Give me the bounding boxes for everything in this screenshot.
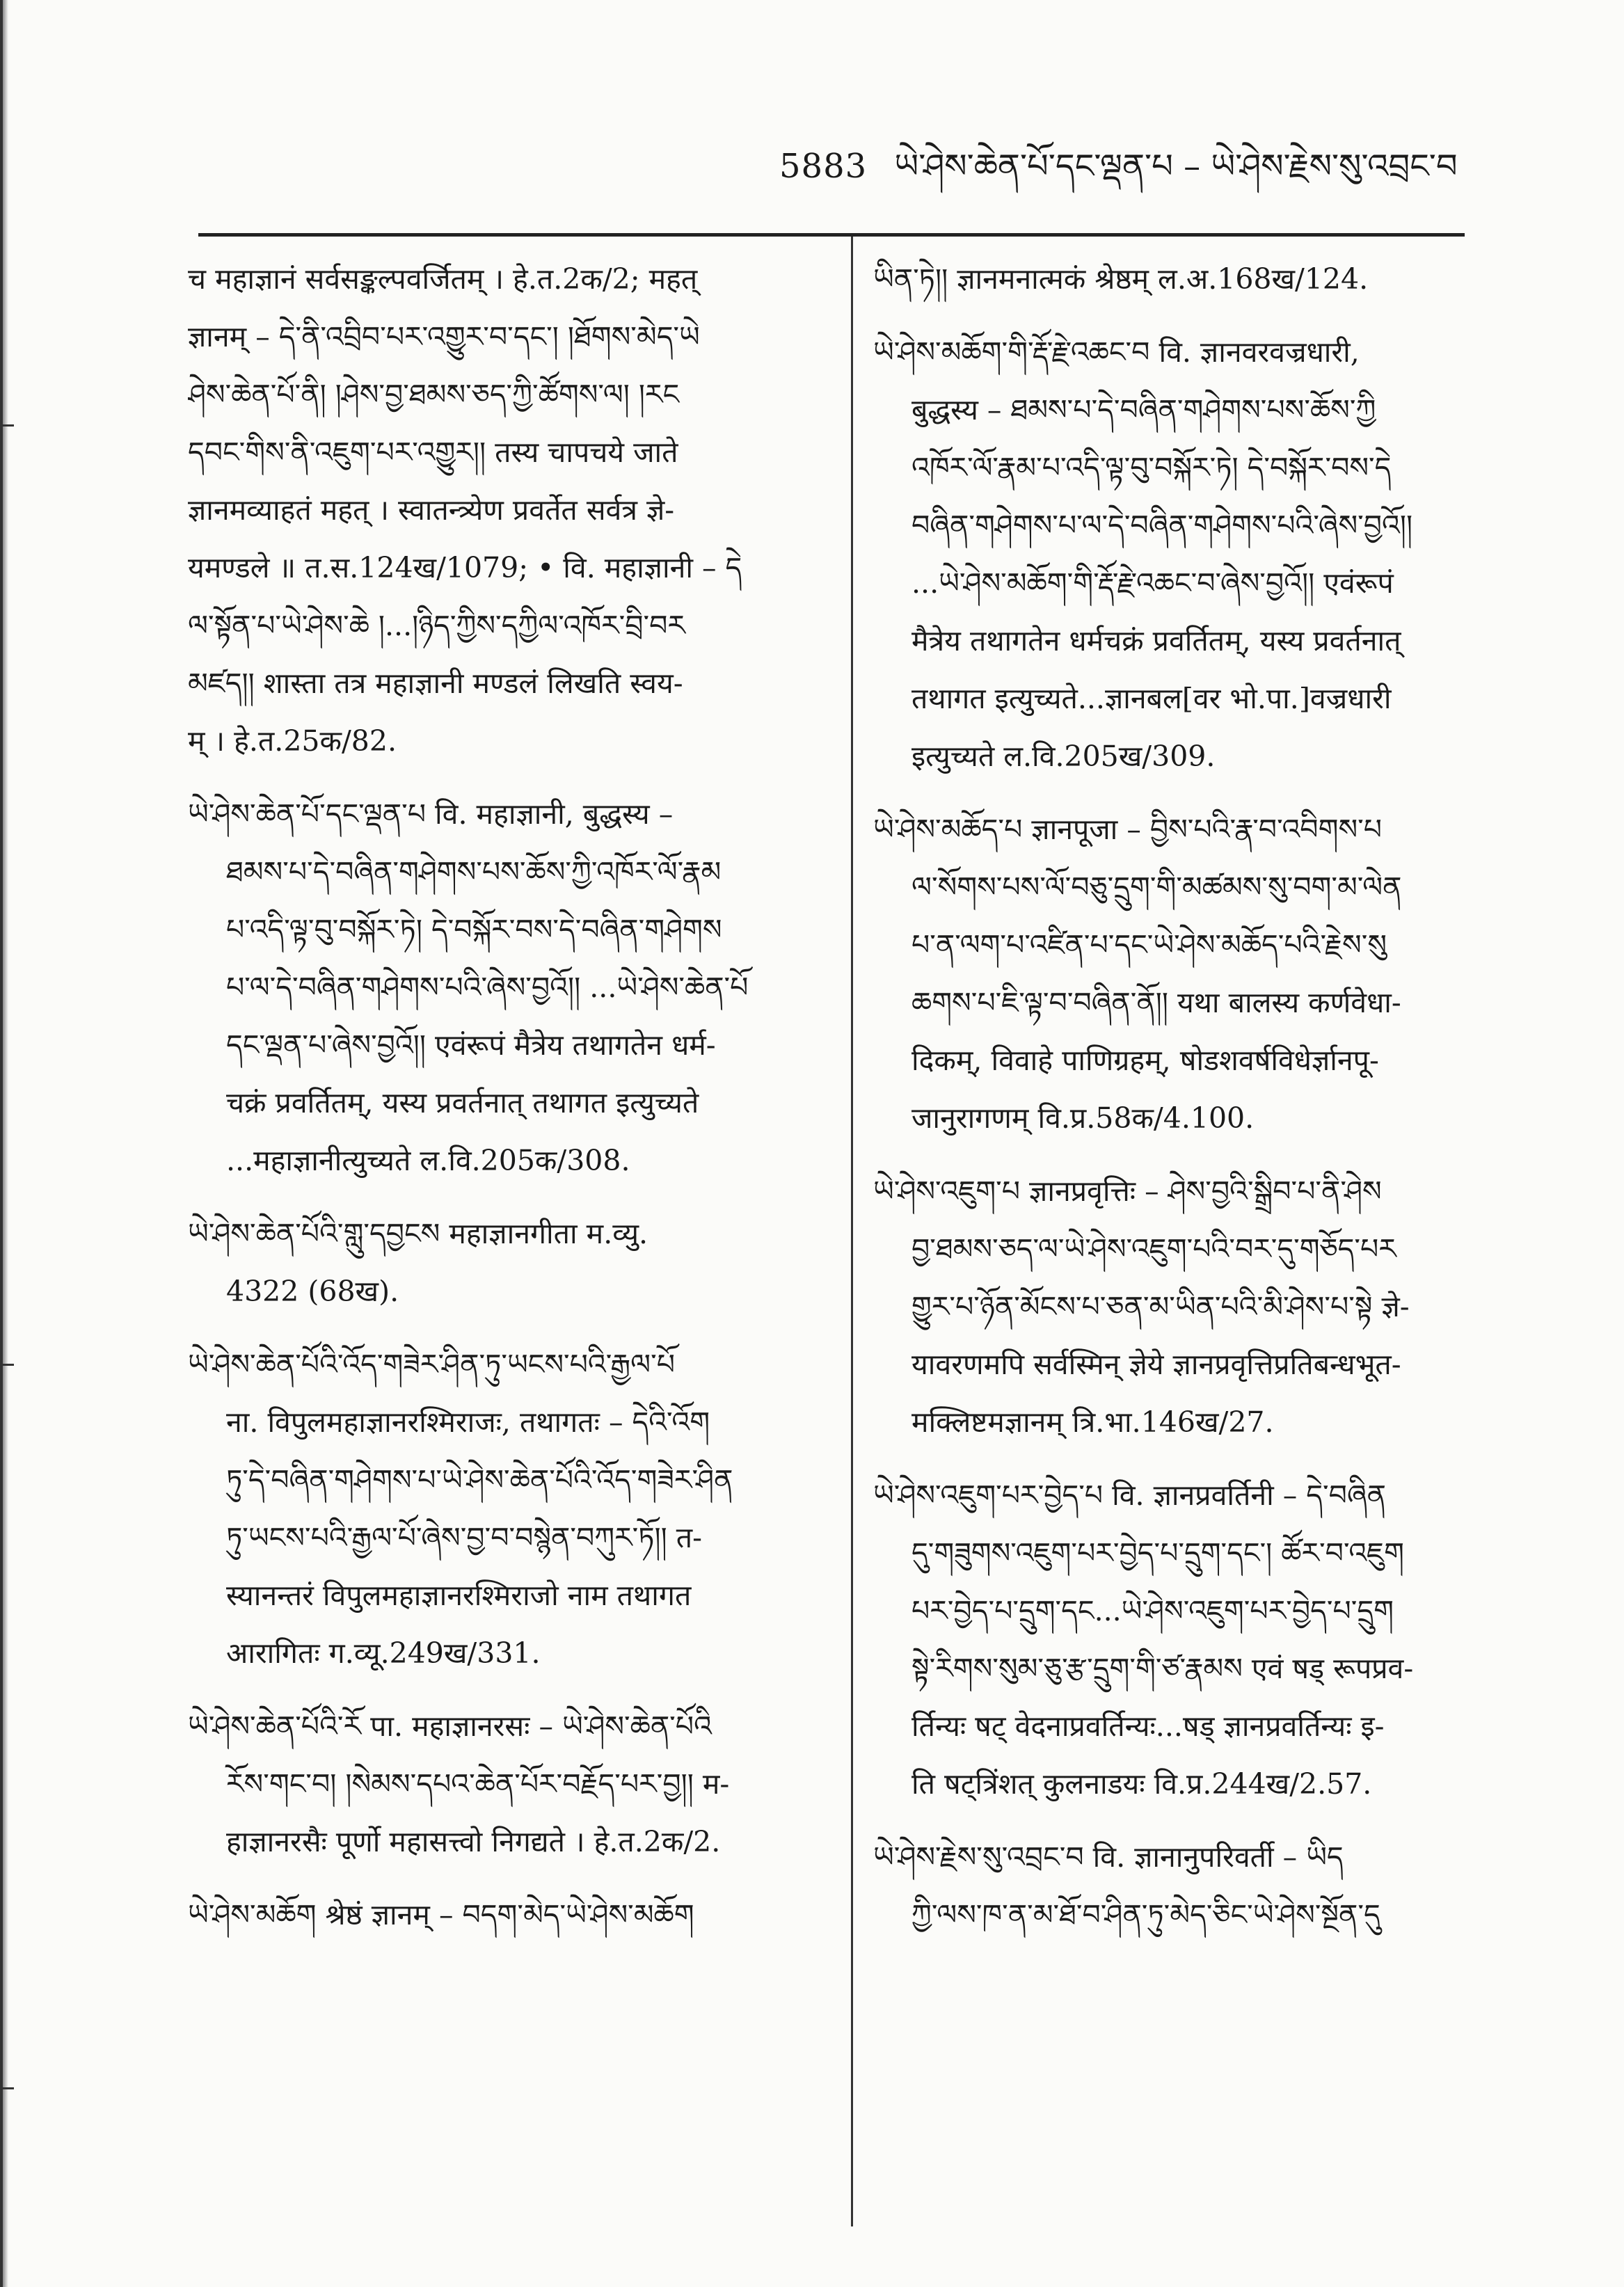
entry-line: ཡེ་ཤེས་ཆེན་པོའི་རོ पा. महाज्ञानरसः – ཡེ་ཤེས་ཆེན་པོའི xyxy=(188,1710,712,1743)
dictionary-entry xyxy=(873,801,1486,1147)
margin-mark xyxy=(0,424,14,427)
dictionary-entry xyxy=(873,1467,1486,1813)
dictionary-entry xyxy=(873,324,1486,786)
entry-line: ཡེ་ཤེས་འཇུག་པ ज्ञानप्रवृत्तिः – ཤེས་བྱའི་སྒྲིབ་པ་ནི་ཤེས xyxy=(873,1174,1382,1208)
entry-line: ...ཡེ་ཤེས་མཆོག་གི་རྡོ་རྗེ་འཆང་བ་ཞེས་བྱའོ།། एवंरूपं xyxy=(911,566,1394,600)
dictionary-entry xyxy=(188,1336,814,1682)
entry-line: དུ་གཟུགས་འཇུག་པར་བྱེད་པ་དྲུག་དང་། ཚོར་བ་འཇུག xyxy=(911,1536,1405,1570)
entry-line: ཡིན་ཏེ།། ज्ञानमनात्मकं श्रेष्ठम् ल.अ.168ख/124. xyxy=(873,262,1369,296)
header-rule xyxy=(198,233,1465,237)
entry-line: र्तिन्यः षट् वेदनाप्रवर्तिन्यः...षड् ज्ञानप्रवर्तिन्यः इ- xyxy=(911,1710,1385,1743)
page-number: 5883 xyxy=(779,147,868,186)
entry-line: ...महाज्ञानीत्युच्यते ल.वि.205क/308. xyxy=(226,1144,630,1177)
entry-line: म् । हे.त.25क/82. xyxy=(188,724,397,758)
entry-line: ཏུ་ཡངས་པའི་རྒྱལ་པོ་ཞེས་བྱ་བ་བསྙེན་བཀུར་ཏོ།། त- xyxy=(226,1521,702,1554)
entry-line: ཏུ་དེ་བཞིན་གཤེགས་པ་ཡེ་ཤེས་ཆེན་པོའི་འོད་གཟེར་ཤིན xyxy=(226,1463,733,1497)
dictionary-entry xyxy=(873,250,1486,308)
entry-gap xyxy=(873,308,1486,324)
entry-line: མཛད།། शास्ता तत्र महाज्ञानी मण्डलं लिखति स्वय- xyxy=(188,667,683,700)
entry-line: རོས་གང་བ། །སེམས་དཔའ་ཆེན་པོར་བརྗོད་པར་བྱ།། म- xyxy=(226,1767,730,1801)
dictionary-entry xyxy=(188,1698,814,1871)
dictionary-entry xyxy=(188,786,814,1190)
entry-line: बुद्धस्य – ཐམས་པ་དེ་བཞིན་གཤེགས་པས་ཆོས་ཀྱི xyxy=(911,393,1376,427)
dictionary-entry xyxy=(873,1828,1486,1944)
dictionary-entry xyxy=(188,1886,814,1944)
entry-gap xyxy=(873,1147,1486,1163)
entry-line: པར་བྱེད་པ་དྲུག་དང...ཡེ་ཤེས་འཇུག་པར་བྱེད་པ་དྲུག xyxy=(911,1594,1394,1627)
entry-line: ཀྱི་ལས་ཁ་ན་མ་ཐོ་བ་ཤིན་ཏུ་མེད་ཅིང་ཡེ་ཤེས་སྔོན་དུ xyxy=(911,1898,1380,1931)
margin-mark xyxy=(0,2087,14,2089)
entry-line: मैत्रेय तथागतेन धर्मचक्रं प्रवर्तितम्, यस्य प्रवर्तनात् xyxy=(911,624,1401,658)
entry-line: हाज्ञानरसैः पूर्णो महासत्त्वो निगद्यते । हे.त.2क/2. xyxy=(226,1825,721,1858)
entry-line: चक्रं प्रवर्तितम्, यस्य प्रवर्तनात् तथागत इत्युच्यते xyxy=(226,1086,699,1119)
entry-gap xyxy=(873,1813,1486,1828)
page-header xyxy=(779,129,1458,223)
entry-line: ལ་སྟོན་པ་ཡེ་ཤེས་ཆེ །...།ཉིད་ཀྱིས་དཀྱིལ་འཁོར་བྲི་བར xyxy=(188,609,685,642)
entry-line: ཤེས་ཆེན་པོ་ནི། །ཤེས་བྱ་ཐམས་ཅད་ཀྱི་ཚོགས་ལ། །རང xyxy=(188,378,680,411)
entry-line: दिकम्, विवाहे पाणिग्रहम्, षोडशवर्षविधेर्ज्ञानपू- xyxy=(911,1044,1379,1077)
entry-line: ज्ञानम् – དེ་ནི་འབྲིབ་པར་འགྱུར་བ་དང་། །ཐོགས་མེད་ཡེ xyxy=(188,320,700,353)
entry-line: བྱ་ཐམས་ཅད་ལ་ཡེ་ཤེས་འཇུག་པའི་བར་དུ་གཅོད་པར xyxy=(911,1232,1396,1266)
entry-line: པ་ལ་དེ་བཞིན་གཤེགས་པའི་ཞེས་བྱའོ།། ...ཡེ་ཤེས་ཆེན་པོ xyxy=(226,971,749,1004)
entry-line: 4322 (68ख). xyxy=(226,1275,399,1308)
entry-line: ཡེ་ཤེས་ཆེན་པོའི་འོད་གཟེར་ཤིན་ཏུ་ཡངས་པའི་རྒྱལ་པོ xyxy=(188,1348,675,1381)
entry-line: ना. विपुलमहाज्ञानरश्मिराजः, तथागतः – དེའི་འོག xyxy=(226,1405,710,1439)
entry-gap xyxy=(188,1190,814,1205)
entry-line: དང་ལྡན་པ་ཞེས་བྱའོ།། एवंरूपं मैत्रेय तथागतेन धर्म- xyxy=(226,1028,716,1062)
entry-gap xyxy=(188,1321,814,1336)
entry-line: ཆགས་པ་ཇི་ལྟ་བ་བཞིན་ནོ།། यथा बालस्य कर्णवेधा- xyxy=(911,986,1401,1019)
entry-line: यमण्डले ॥ त.स.124ख/1079; • वि. महाज्ञानी – དེ xyxy=(188,551,742,584)
entry-line: པ་འདི་ལྟ་བུ་བསྐོར་ཏེ། དེ་བསྐོར་བས་དེ་བཞིན་གཤེགས xyxy=(226,913,722,946)
entry-line: मक्लिष्टमज्ञानम् त्रि.भा.146ख/27. xyxy=(911,1405,1274,1439)
right-column xyxy=(873,250,1486,1944)
entry-line: स्यानन्तरं विपुलमहाज्ञानरश्मिराजो नाम तथागत xyxy=(226,1579,692,1612)
entry-line: ति षट्त्रिंशत् कुलनाडयः वि.प्र.244ख/2.57. xyxy=(911,1767,1372,1801)
left-column xyxy=(188,250,814,1944)
entry-gap xyxy=(873,1451,1486,1467)
entry-line: ཡེ་ཤེས་རྗེས་སུ་འབྲང་བ वि. ज्ञानानुपरिवर्ती – ཡིད xyxy=(873,1840,1344,1874)
entry-line: ཡེ་ཤེས་མཆོག་གི་རྡོ་རྗེ་འཆང་བ वि. ज्ञानवरवज्रधारी, xyxy=(873,335,1360,369)
entry-gap xyxy=(188,1682,814,1698)
entry-gap xyxy=(873,786,1486,801)
entry-line: ཡེ་ཤེས་མཆོད་པ ज्ञानपूजा – བྱིས་པའི་རྣ་བ་འབིགས་པ xyxy=(873,813,1383,846)
entry-line: གྱུར་པ་ཉོན་མོངས་པ་ཅན་མ་ཡིན་པའི་མི་ཤེས་པ་སྟེ ज्ञे- xyxy=(911,1290,1410,1323)
entry-line: च महाज्ञानं सर्वसङ्कल्पवर्जितम् । हे.त.2क/2; महत् xyxy=(188,262,698,296)
entry-line: ज्ञानमव्याहतं महत् । स्वातन्त्र्येण प्रवर्तेत सर्वत्र ज्ञे- xyxy=(188,493,675,527)
entry-gap xyxy=(188,770,814,786)
entry-line: བཞིན་གཤེགས་པ་ལ་དེ་བཞིན་གཤེགས་པའི་ཞེས་བྱའོ།། xyxy=(911,509,1413,542)
entry-line: འཁོར་ལོ་རྣམ་པ་འདི་ལྟ་བུ་བསྐོར་ཏེ། དེ་བསྐོར་བས་དེ xyxy=(911,451,1392,484)
entry-line: इत्युच्यते ल.वि.205ख/309. xyxy=(911,740,1216,773)
book-spine-edge xyxy=(0,0,3,2287)
dictionary-entry xyxy=(188,250,814,770)
entry-gap xyxy=(188,1871,814,1886)
entry-line: ཡེ་ཤེས་མཆོག श्रेष्ठं ज्ञानम् – བདག་མེད་ཡེ་ཤེས་མཆོག xyxy=(188,1898,694,1931)
entry-line: तथागत इत्युच्यते...ज्ञानबल[वर भो.पा.]वज्रधारी xyxy=(911,682,1392,715)
entry-line: जानुरागणम् वि.प्र.58क/4.100. xyxy=(911,1101,1255,1135)
entry-line: ལ་སོགས་པས་ལོ་བཅུ་དྲུག་གི་མཚམས་སུ་བག་མ་ལེན xyxy=(911,870,1402,904)
margin-mark xyxy=(0,1364,14,1366)
entry-line: ཡེ་ཤེས་ཆེན་པོའི་གླུ་དབྱངས महाज्ञानगीता म.व्यु. xyxy=(188,1217,648,1250)
entry-line: སྟེ་རིགས་སུམ་ཅུ་རྩ་དྲུག་གི་ཙ་རྣམས एवं षड् रूपप्रव- xyxy=(911,1652,1414,1685)
column-divider xyxy=(851,237,853,2226)
entry-line: པ་ན་ལག་པ་འཛིན་པ་དང་ཡེ་ཤེས་མཆོད་པའི་རྗེས་སུ xyxy=(911,928,1387,962)
entry-line: ཡེ་ཤེས་ཆེན་པོ་དང་ལྡན་པ वि. महाज्ञानी, बुद्धस्य – xyxy=(188,797,674,831)
entry-line: यावरणमपि सर्वस्मिन् ज्ञेये ज्ञानप्रवृत्तिप्रतिबन्धभूत- xyxy=(911,1348,1401,1381)
running-title: ཡེ་ཤེས་ཆེན་པོ་དང་ལྡན་པ – ཡེ་ཤེས་རྗེས་སུ་འབྲང་བ xyxy=(894,147,1458,186)
entry-line: ཡེ་ཤེས་འཇུག་པར་བྱེད་པ वि. ज्ञानप्रवर्तिनी – དེ་བཞིན xyxy=(873,1479,1386,1512)
dictionary-entry xyxy=(188,1205,814,1321)
entry-line: དབང་གིས་ནི་འཇུག་པར་འགྱུར།། तस्य चापचये जाते xyxy=(188,436,678,469)
entry-line: ཐམས་པ་དེ་བཞིན་གཤེགས་པས་ཆོས་ཀྱི་འཁོར་ལོ་རྣམ xyxy=(226,855,722,888)
entry-line: आरागितः ग.व्यू.249ख/331. xyxy=(226,1636,541,1670)
dictionary-entry xyxy=(873,1163,1486,1451)
